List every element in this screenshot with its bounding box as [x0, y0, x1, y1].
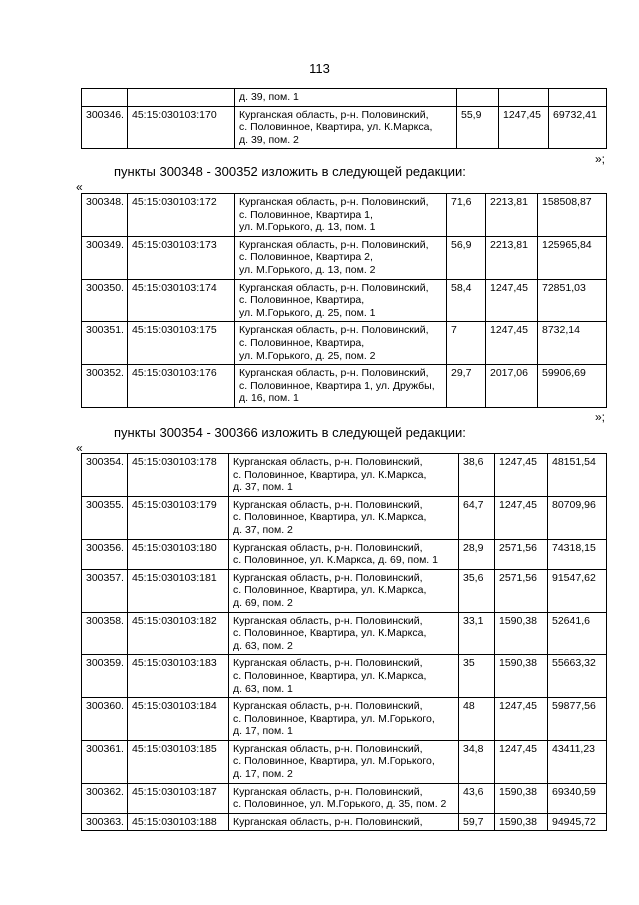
cell-address: Курганская область, р-н. Половинский, с. Половинное, Квартира, ул. К.Маркса, д. 69, пом. 2 — [229, 569, 459, 612]
table-row — [82, 612, 607, 655]
cell-area: 48 — [459, 698, 495, 741]
cell-row-number: 300346. — [82, 106, 128, 149]
cell-address: Курганская область, р-н. Половинский, с. Половинное, Квартира, ул. К.Маркса, д. 63, пом. 1 — [229, 655, 459, 698]
cell-row-number: 300359. — [82, 655, 128, 698]
opening-quote-1: « — [76, 180, 83, 194]
cell-unit-value: 2017,06 — [486, 365, 538, 408]
cell-total-value: 72851,03 — [538, 279, 607, 322]
cell-area: 43,6 — [459, 783, 495, 813]
cell-area: 33,1 — [459, 612, 495, 655]
cell-cadastral-number: 45:15:030103:182 — [128, 612, 229, 655]
cell-cadastral-number: 45:15:030103:170 — [128, 106, 235, 149]
table-row — [82, 194, 607, 237]
cell-area: 59,7 — [459, 813, 495, 831]
table-section-3 — [81, 453, 607, 831]
cell-total-value: 69732,41 — [549, 106, 607, 149]
cell-unit-value: 1590,38 — [495, 813, 548, 831]
cell-row-number: 300362. — [82, 783, 128, 813]
cell-total-value: 125965,84 — [538, 236, 607, 279]
cell-address: Курганская область, р-н. Половинский, с. Половинное, Квартира, ул. К.Маркса, д. 63, пом. 2 — [229, 612, 459, 655]
cell-address: Курганская область, р-н. Половинский, с. Половинное, Квартира, ул. М.Горького, д. 17, пом. 2 — [229, 740, 459, 783]
cell-unit-value: 1247,45 — [499, 106, 549, 149]
table-section-1 — [81, 88, 607, 149]
cell-area: 55,9 — [457, 106, 499, 149]
cell-area: 29,7 — [447, 365, 486, 408]
table-row — [82, 813, 607, 831]
cell-address: Курганская область, р-н. Половинский, с. Половинное, Квартира, ул. К.Маркса, д. 37, пом. 2 — [229, 496, 459, 539]
cell-row-number: 300357. — [82, 569, 128, 612]
cell-cadastral-number: 45:15:030103:187 — [128, 783, 229, 813]
cell-cadastral-number: 45:15:030103:179 — [128, 496, 229, 539]
cell-total-value: 91547,62 — [548, 569, 607, 612]
cell-row-number: 300360. — [82, 698, 128, 741]
cell-cadastral-number: 45:15:030103:172 — [128, 194, 235, 237]
table-row — [82, 322, 607, 365]
cell-area: 28,9 — [459, 539, 495, 569]
cell-area: 35,6 — [459, 569, 495, 612]
cell-address: Курганская область, р-н. Половинский, с. Половинное, Квартира 1, ул. Дружбы, д. 16, пом. 1 — [235, 365, 447, 408]
cell-total-value: 8732,14 — [538, 322, 607, 365]
cell-area: 35 — [459, 655, 495, 698]
cell-unit-value: 2213,81 — [486, 236, 538, 279]
table-body — [82, 454, 607, 831]
closing-quote-1: »; — [595, 152, 606, 166]
cell-row-number: 300358. — [82, 612, 128, 655]
cell-unit-value: 2571,56 — [495, 569, 548, 612]
cell-unit-value: 1590,38 — [495, 612, 548, 655]
cell-address: Курганская область, р-н. Половинский, с. Половинное, Квартира, ул. М.Горького, д. 25, пом. 2 — [235, 322, 447, 365]
cell-area: 7 — [447, 322, 486, 365]
cell-cadastral-number: 45:15:030103:176 — [128, 365, 235, 408]
cell-cadastral-number: 45:15:030103:183 — [128, 655, 229, 698]
table-row — [82, 454, 607, 497]
cell-area: 64,7 — [459, 496, 495, 539]
cell-address: Курганская область, р-н. Половинский, с. Половинное, Квартира, ул. М.Горького, д. 25, пом. 1 — [235, 279, 447, 322]
cell-row-number: 300354. — [82, 454, 128, 497]
cell-total-value: 55663,32 — [548, 655, 607, 698]
cell-row-number: 300352. — [82, 365, 128, 408]
cell-unit-value: 2571,56 — [495, 539, 548, 569]
cell-unit-value: 1247,45 — [486, 322, 538, 365]
cell-total-value — [549, 89, 607, 107]
cell-total-value: 59906,69 — [538, 365, 607, 408]
cell-address: Курганская область, р-н. Половинский, с. Половинное, Квартира, ул. К.Маркса, д. 37, пом. 1 — [229, 454, 459, 497]
cell-cadastral-number: 45:15:030103:181 — [128, 569, 229, 612]
cell-address: Курганская область, р-н. Половинский, с. Половинное, Квартира, ул. М.Горького, д. 17, пом. 1 — [229, 698, 459, 741]
cell-area: 58,4 — [447, 279, 486, 322]
cell-total-value: 74318,15 — [548, 539, 607, 569]
cell-address: Курганская область, р-н. Половинский, с. Половинное, ул. М.Горького, д. 35, пом. 2 — [229, 783, 459, 813]
table-body — [82, 194, 607, 408]
cell-row-number: 300348. — [82, 194, 128, 237]
cell-address: д. 39, пом. 1 — [235, 89, 457, 107]
cell-cadastral-number: 45:15:030103:185 — [128, 740, 229, 783]
cell-unit-value: 1590,38 — [495, 655, 548, 698]
table-row — [82, 236, 607, 279]
table-row — [82, 740, 607, 783]
opening-quote-2: « — [76, 441, 83, 455]
cell-total-value: 43411,23 — [548, 740, 607, 783]
table-row — [82, 106, 607, 149]
cell-total-value: 158508,87 — [538, 194, 607, 237]
cell-total-value: 94945,72 — [548, 813, 607, 831]
table-section-2 — [81, 193, 607, 408]
cell-area: 38,6 — [459, 454, 495, 497]
cell-total-value: 80709,96 — [548, 496, 607, 539]
cell-cadastral-number: 45:15:030103:178 — [128, 454, 229, 497]
cell-address: Курганская область, р-н. Половинский, с. Половинное, Квартира 2, ул. М.Горького, д. 13, пом. 2 — [235, 236, 447, 279]
cell-row-number: 300349. — [82, 236, 128, 279]
cell-area: 34,8 — [459, 740, 495, 783]
cell-unit-value — [499, 89, 549, 107]
table-row — [82, 279, 607, 322]
table-row — [82, 89, 607, 107]
cell-row-number: 300356. — [82, 539, 128, 569]
cell-cadastral-number: 45:15:030103:180 — [128, 539, 229, 569]
table-row — [82, 569, 607, 612]
cell-total-value: 52641,6 — [548, 612, 607, 655]
cell-unit-value: 1590,38 — [495, 783, 548, 813]
cell-unit-value: 2213,81 — [486, 194, 538, 237]
section-heading-1: пункты 300348 - 300352 изложить в следующей редакции: — [114, 164, 466, 179]
section-heading-2: пункты 300354 - 300366 изложить в следующей редакции: — [114, 425, 466, 440]
table-row — [82, 539, 607, 569]
cell-area — [457, 89, 499, 107]
cell-cadastral-number: 45:15:030103:175 — [128, 322, 235, 365]
page-number: 113 — [309, 61, 330, 76]
cell-total-value: 69340,59 — [548, 783, 607, 813]
cell-row-number: 300350. — [82, 279, 128, 322]
table-body — [82, 89, 607, 149]
cell-cadastral-number: 45:15:030103:184 — [128, 698, 229, 741]
cell-unit-value: 1247,45 — [495, 740, 548, 783]
cell-row-number: 300363. — [82, 813, 128, 831]
cell-row-number: 300361. — [82, 740, 128, 783]
cell-cadastral-number: 45:15:030103:174 — [128, 279, 235, 322]
cell-address: Курганская область, р-н. Половинский, с. Половинное, ул. К.Маркса, д. 69, пом. 1 — [229, 539, 459, 569]
table-row — [82, 496, 607, 539]
cell-row-number — [82, 89, 128, 107]
table-row — [82, 698, 607, 741]
closing-quote-2: »; — [595, 410, 606, 424]
cell-area: 56,9 — [447, 236, 486, 279]
table-row — [82, 655, 607, 698]
cell-cadastral-number: 45:15:030103:188 — [128, 813, 229, 831]
cell-row-number: 300355. — [82, 496, 128, 539]
cell-total-value: 48151,54 — [548, 454, 607, 497]
cell-row-number: 300351. — [82, 322, 128, 365]
cell-cadastral-number: 45:15:030103:173 — [128, 236, 235, 279]
table-row — [82, 783, 607, 813]
cell-unit-value: 1247,45 — [495, 496, 548, 539]
table-row — [82, 365, 607, 408]
cell-address: Курганская область, р-н. Половинский, с. Половинное, Квартира, ул. К.Маркса, д. 39, пом. 2 — [235, 106, 457, 149]
cell-address: Курганская область, р-н. Половинский, — [229, 813, 459, 831]
cell-unit-value: 1247,45 — [486, 279, 538, 322]
cell-total-value: 59877,56 — [548, 698, 607, 741]
cell-address: Курганская область, р-н. Половинский, с. Половинное, Квартира 1, ул. М.Горького, д. 13, пом. 1 — [235, 194, 447, 237]
cell-unit-value: 1247,45 — [495, 698, 548, 741]
cell-unit-value: 1247,45 — [495, 454, 548, 497]
cell-cadastral-number — [128, 89, 235, 107]
cell-area: 71,6 — [447, 194, 486, 237]
